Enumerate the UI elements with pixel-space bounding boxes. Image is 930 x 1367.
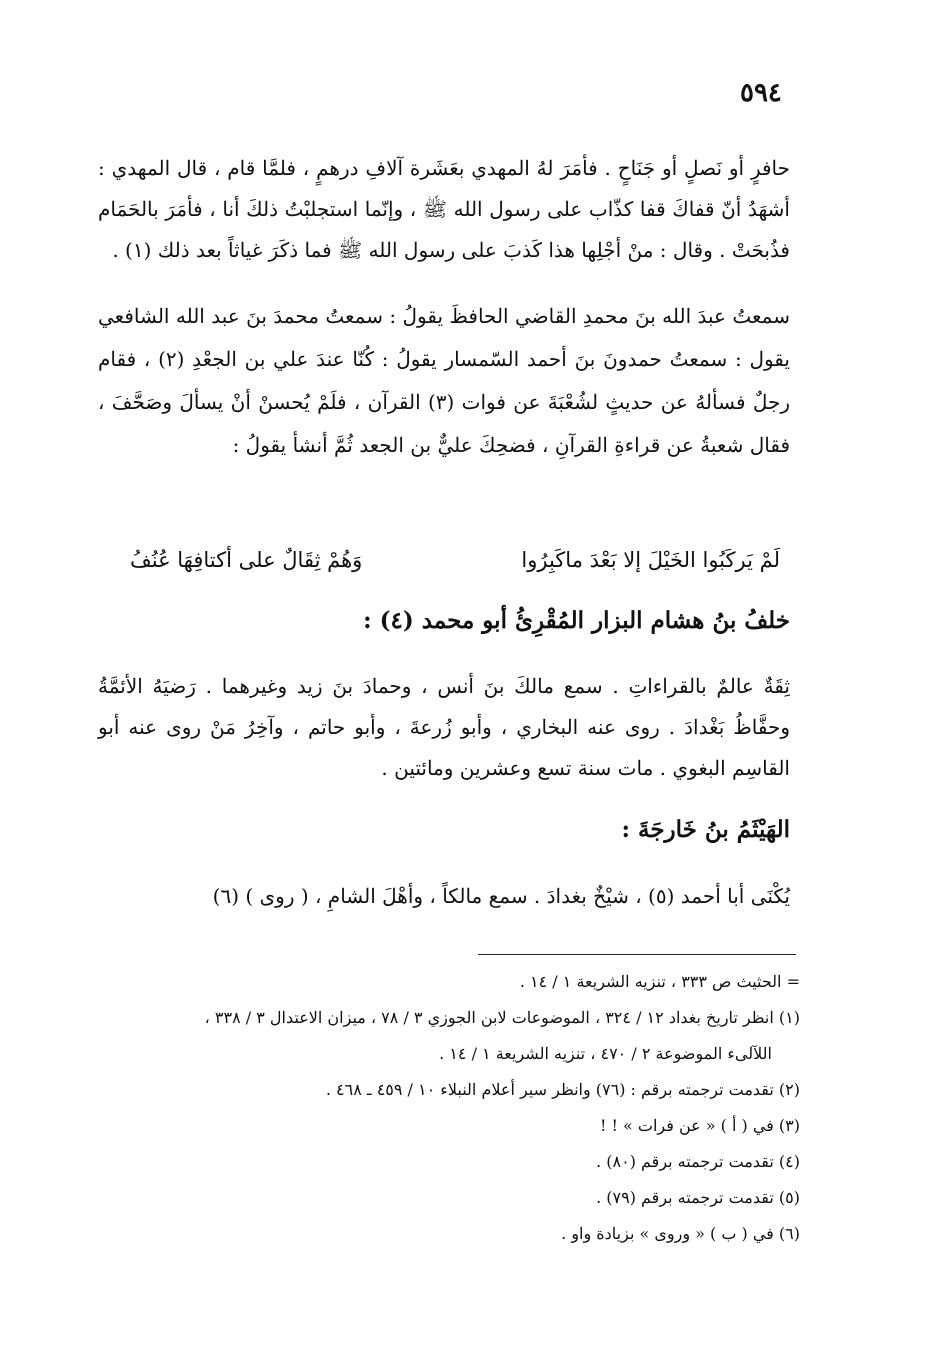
biography-heading-khalaf: خلفُ بنُ هشام البزار المُقْرِئُ أبو محمد (٤) : [363,607,790,634]
paragraph-2 [98,295,790,467]
verse-second-hemistich: وَهُمْ ثِقَالٌ على أكتافِهَا عُنُفُ [130,548,363,572]
biography-heading-haytham: الهَيْثَمُ بنُ خَارجَةَ : [621,816,790,843]
footnote-1-continued: اللآلىء الموضوعة ٢ / ٤٧٠ ، تنزيه الشريعة ١ / ١٤ . [439,1044,772,1063]
paragraph-4-text: يُكْنَى أبا أحمد (٥) ، شيْخٌ بغدادَ . سمع مالكاً ، وأهْلَ الشامِ ، ( روى ) (٦) [212,884,790,908]
verse-first-hemistich: لَمْ يَركَبُوا الخَيْلَ إلا بَعْدَ ماكَبِرُوا [521,548,780,572]
poetry-verse [130,548,780,588]
paragraph-4 [98,876,790,916]
paragraph-2-text: سمعتُ عبدَ الله بنَ محمدِ القاضي الحافظَ يقولُ : سمعتُ محمدَ بنَ عبد الله الشافعي يقول : سمعتُ حمدونَ بنَ أحمد السّمسار يقولُ : كُنّا عندَ علي بن الجعْدِ (٢) ، فقام رجلٌ فسألهُ عن حديثٍ لشُعْبَةَ عن فوات (٣) القرآن ، فلَمْ يُحسنْ أنْ يسألَ وصَحَّفَ ، فقال شعبةُ عن قراءةِ القرآنِ ، فضحِكَ عليٌّ بن الجعد ثُمَّ أنشأ يقولُ : [98,304,790,457]
paragraph-3-text: ثِقَةٌ عالمٌ بالقراءاتِ . سمع مالكَ بنَ أنس ، وحمادَ بنَ زيد وغيرهما . رَضيَهُ الأئمَّةُ وحفَّاظُ بَغْدادَ . روى عنه البخاري ، وأبو زُرعةَ ، وأبو حاتم ، وآخِرُ مَنْ روى عنه أبو القاسِم البغوي . مات سنة تسع وعشرين ومائتين . [98,674,790,780]
page-number: ٥٩٤ [740,78,782,108]
footnote-4: (٤) تقدمت ترجمته برقم (٨٠) . [596,1152,800,1171]
paragraph-1-text: حافرٍ أو نَصلٍ أو جَنَاحٍ . فأمَرَ لهُ المهدي بعَشَرة آلافِ درهمٍ ، فلمَّا قام ، قال المهدي : أشهَدُ أنّ قفاكَ قفا كذّاب على رسول الله ﷺ ، وإنّما استجلبْتُ ذلكَ أنا ، فأمَرَ بالحَمَام فذُبحَتْ . وقال : منْ أجْلِها هذا كَذبَ على رسول الله ﷺ فما ذكَرَ غياثاً بعد ذلك (١) . [98,156,790,262]
footnotes [110,964,800,1252]
footnote-6: (٦) في ( ب ) « وروى » بزيادة واو . [561,1224,800,1243]
footnote-divider [478,954,796,955]
footnote-3: (٣) في ( أ ) « عن فرات » ! ! [599,1116,800,1135]
paragraph-1 [98,148,790,271]
footnote-1: (١) انظر تاريخ بغداد ١٢ / ٣٢٤ ، الموضوعات لابن الجوزي ٣ / ٧٨ ، ميزان الاعتدال ٣ / ٣٣٨ ، [204,1008,800,1027]
footnote-5: (٥) تقدمت ترجمته برقم (٧٩) . [596,1188,800,1207]
footnote-2: (٢) تقدمت ترجمته برقم : (٧٦) وانظر سير أعلام النبلاء ١٠ / ٤٥٩ ـ ٤٦٨ . [325,1080,800,1099]
paragraph-3 [98,666,790,789]
footnote-continuation: = الحثيث ص ٣٣٣ ، تنزيه الشريعة ١ / ١٤ . [519,972,800,991]
